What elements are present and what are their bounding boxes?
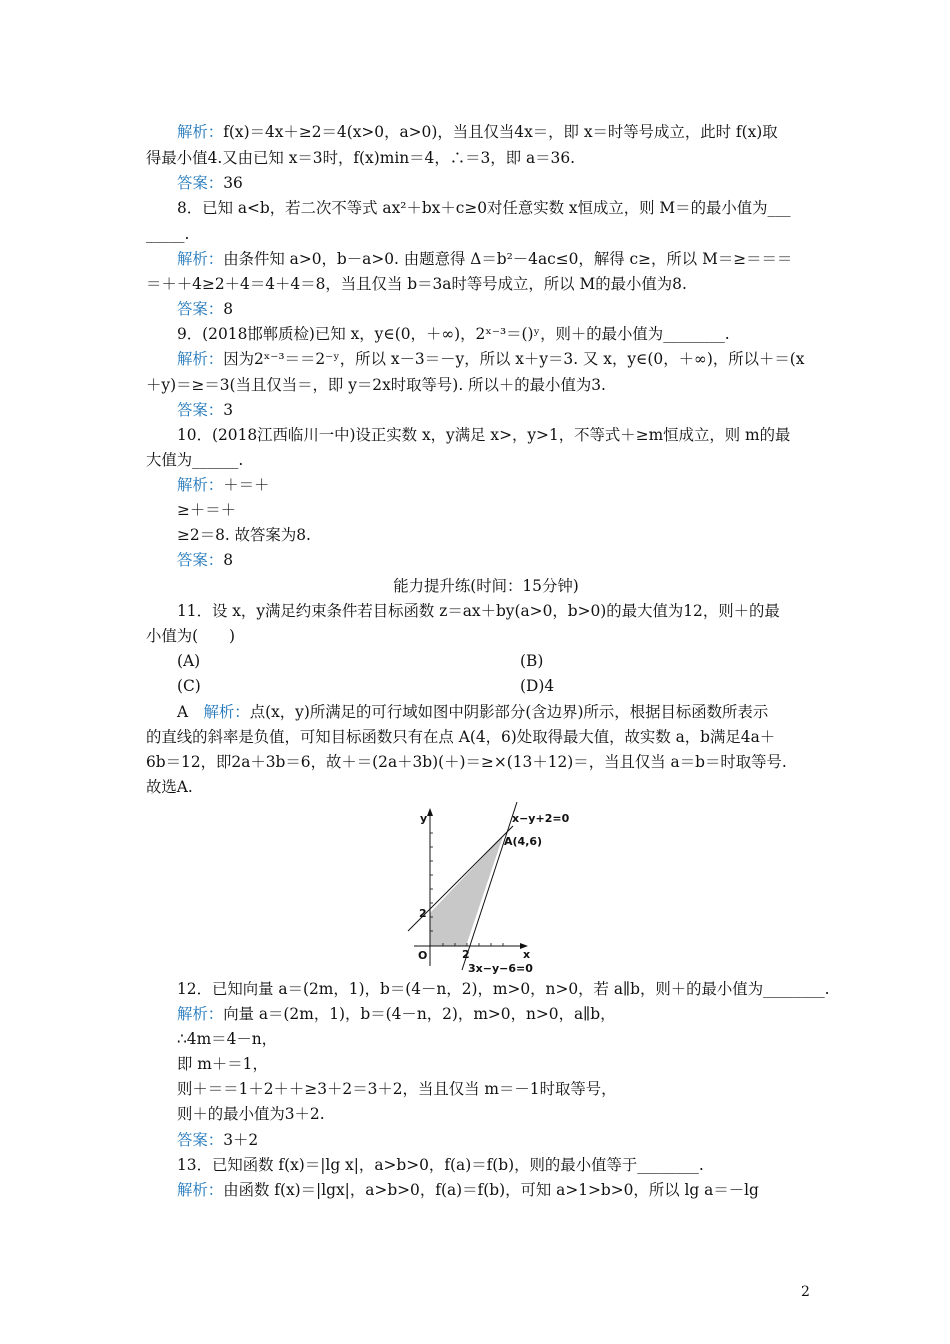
line-text: 8 <box>223 300 233 318</box>
text-line: 得最小值4.又由已知 x＝3时，f(x)min＝4，∴＝3，即 a＝36. <box>146 149 576 167</box>
shaded-region <box>430 836 503 946</box>
answer-label: 答案： <box>177 551 224 569</box>
text-line: ∴4m＝4－n， <box>177 1030 278 1048</box>
solution-line <box>177 1178 857 1202</box>
text-line: 6b＝12，即2a＋3b＝6，故＋＝(2a＋3b)(＋)＝≥×(13＋12)＝，当且仅当 a＝b＝时取等号. <box>146 753 787 771</box>
answer-line <box>177 398 857 422</box>
option-a: (A) <box>177 652 201 670</box>
origin-label: O <box>418 949 428 962</box>
solution-label: 解析： <box>177 1005 224 1023</box>
question-13: 13．已知函数 f(x)＝|lg x|，a>b>0，f(a)＝f(b)，则的最小值等于________. <box>177 1156 704 1174</box>
solution-line <box>177 347 857 371</box>
text-line: ＋y)＝≥＝3(当且仅当＝，即 y＝2x时取等号). 所以＋的最小值为3. <box>146 376 606 394</box>
text-line: ≥＋＝＋ <box>177 501 237 519</box>
line1-label: x−y+2=0 <box>512 812 570 825</box>
solution-label: 解析： <box>177 123 224 141</box>
question-11: 11．设 x，y满足约束条件若目标函数 z＝ax＋by(a>0，b>0)的最大值为12，则＋的最 <box>177 602 780 620</box>
answer-line <box>177 297 857 321</box>
line-text: 点(x，y)所满足的可行域如图中阴影部分(含边界)所示，根据目标函数所表示 <box>249 703 769 721</box>
option-c: (C) <box>177 677 201 695</box>
text-line: ≥2＝8. 故答案为8. <box>177 526 311 544</box>
y-axis-arrow <box>427 808 433 816</box>
page-number: 2 <box>801 1284 810 1300</box>
solution-label: 解析： <box>177 350 224 368</box>
option-d: (D)4 <box>520 677 555 695</box>
text-line: 故选A. <box>146 778 193 796</box>
line-text: 3＋2 <box>223 1131 259 1149</box>
line-text: 向量 a＝(2m，1)，b＝(4－n，2)，m>0，n>0，a∥b， <box>223 1005 616 1023</box>
solution-line <box>177 700 857 724</box>
line-text: 36 <box>223 174 243 192</box>
answer-label: 答案： <box>177 401 224 419</box>
line-text: 3 <box>223 401 233 419</box>
answer-label: 答案： <box>177 1131 224 1149</box>
line-text: 由函数 f(x)＝|lgx|，a>b>0，f(a)＝f(b)，可知 a>1>b>0，所以 lg a＝－lg <box>223 1181 759 1199</box>
answer-choice: A <box>177 703 204 721</box>
solution-label: 解析： <box>203 703 250 721</box>
line-text: 8 <box>223 551 233 569</box>
y-axis-label: y <box>420 812 428 825</box>
line-text: f(x)＝4x＋≥2＝4(x>0，a>0)，当且仅当4x＝，即 x＝时等号成立，此时 f(x)取 <box>223 123 778 141</box>
solution-line <box>177 120 857 144</box>
x-axis-label: x <box>523 948 531 961</box>
solution-label: 解析： <box>177 476 224 494</box>
x-tick-label: 2 <box>462 948 470 961</box>
section-heading: 能力提升练(时间：15分钟) <box>393 577 579 595</box>
question-8: 8．已知 a<b，若二次不等式 ax²＋bx＋c≥0对任意实数 x恒成立，则 M＝的最小值为___ <box>177 199 791 217</box>
question-12: 12．已知向量 a＝(2m，1)，b＝(4－n，2)，m>0，n>0，若 a∥b，则＋的最小值为________. <box>177 980 830 998</box>
y-tick-label: 2 <box>419 907 427 920</box>
text-line: 大值为______. <box>146 451 244 469</box>
line-text: 由条件知 a>0，b－a>0. 由题意得 Δ＝b²－4ac≤0，解得 c≥，所以 M＝≥＝＝＝ <box>223 250 793 268</box>
solution-line <box>177 247 857 271</box>
text-line: 小值为( ) <box>146 627 235 645</box>
option-b: (B) <box>520 652 544 670</box>
text-line: _____. <box>146 225 190 243</box>
answer-line <box>177 1128 857 1152</box>
answer-line <box>177 548 857 572</box>
solution-label: 解析： <box>177 250 224 268</box>
text-line: 则＋＝＝1＋2＋＋≥3＋2＝3＋2，当且仅当 m＝－1时取等号， <box>177 1080 617 1098</box>
answer-label: 答案： <box>177 174 224 192</box>
question-10: 10．(2018江西临川一中)设正实数 x，y满足 x>，y>1，不等式＋≥m恒成立，则 m的最 <box>177 426 791 444</box>
line-text: ＋＝＋ <box>223 476 270 494</box>
solution-line <box>177 1002 857 1026</box>
text-line: 的直线的斜率是负值，可知目标函数只有在点 A(4，6)处取得最大值，故实数 a，b满足4a＋ <box>146 728 776 746</box>
text-line: ＝＋＋4≥2＋4＝4＋4＝8，当且仅当 b＝3a时等号成立，所以 M的最小值为8. <box>146 275 687 293</box>
line2-label: 3x−y−6=0 <box>468 962 533 975</box>
solution-line <box>177 473 857 497</box>
feasible-region-figure <box>396 798 596 978</box>
question-9: 9．(2018邯郸质检)已知 x，y∈(0，＋∞)，2ˣ⁻³＝()ʸ，则＋的最小值为________. <box>177 325 730 343</box>
answer-label: 答案： <box>177 300 224 318</box>
point-a-label: A(4,6) <box>504 835 543 848</box>
text-line: 则＋的最小值为3＋2. <box>177 1105 325 1123</box>
line-text: 因为2ˣ⁻³＝＝2⁻ʸ，所以 x－3＝－y，所以 x＋y＝3. 又 x，y∈(0，＋∞)，所以＋＝(x <box>223 350 805 368</box>
answer-line <box>177 171 857 195</box>
text-line: 即 m＋＝1， <box>177 1055 268 1073</box>
solution-label: 解析： <box>177 1181 224 1199</box>
